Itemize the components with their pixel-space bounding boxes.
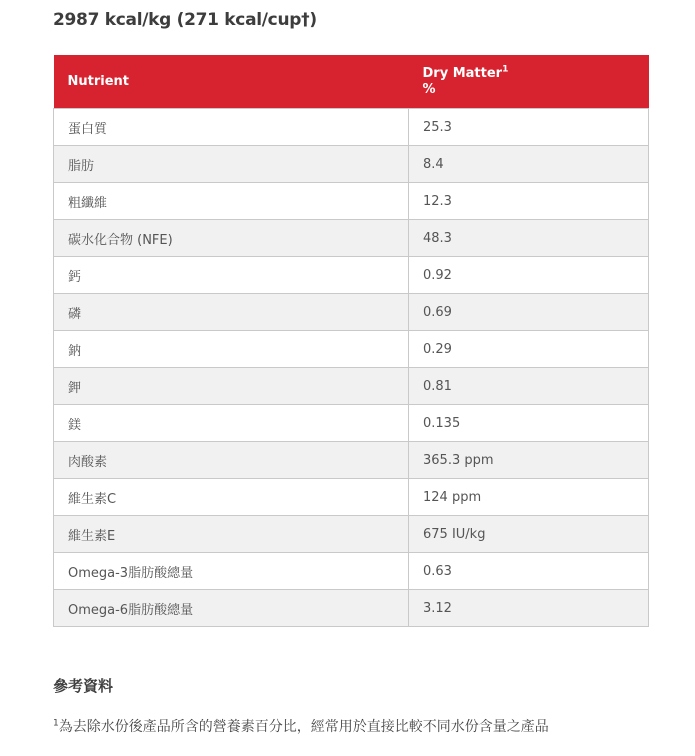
nutrient-value: 48.3 bbox=[409, 220, 649, 257]
nutrient-value: 0.63 bbox=[409, 553, 649, 590]
nutrient-value: 0.29 bbox=[409, 331, 649, 368]
table-row bbox=[54, 109, 649, 146]
table-row bbox=[54, 479, 649, 516]
nutrient-name: 磷 bbox=[54, 294, 409, 331]
nutrient-name: 蛋白質 bbox=[54, 109, 409, 146]
header-dry-matter bbox=[409, 55, 649, 109]
header-dry-matter-label: Dry Matter bbox=[422, 65, 503, 81]
nutrient-value: 0.81 bbox=[409, 368, 649, 405]
header-nutrient: Nutrient bbox=[54, 55, 409, 109]
nutrient-value: 0.92 bbox=[409, 257, 649, 294]
nutrient-name: 碳水化合物 (NFE) bbox=[54, 220, 409, 257]
nutrient-value: 0.135 bbox=[409, 405, 649, 442]
nutrient-value: 124 ppm bbox=[409, 479, 649, 516]
table-row bbox=[54, 257, 649, 294]
header-dry-matter-unit: % bbox=[422, 81, 436, 97]
nutrient-value: 675 IU/kg bbox=[409, 516, 649, 553]
nutrient-value: 12.3 bbox=[409, 183, 649, 220]
nutrient-value: 8.4 bbox=[409, 146, 649, 183]
footnote bbox=[53, 716, 549, 736]
table-row bbox=[54, 183, 649, 220]
nutrient-name: 鈉 bbox=[54, 331, 409, 368]
nutrient-name: 鉀 bbox=[54, 368, 409, 405]
table-row bbox=[54, 220, 649, 257]
nutrient-name: 肉酸素 bbox=[54, 442, 409, 479]
nutrient-value: 365.3 ppm bbox=[409, 442, 649, 479]
nutrient-name: 鈣 bbox=[54, 257, 409, 294]
references-heading: 參考資料 bbox=[53, 677, 114, 695]
nutrient-value: 25.3 bbox=[409, 109, 649, 146]
table-row bbox=[54, 516, 649, 553]
nutrient-name: 維生素E bbox=[54, 516, 409, 553]
nutrient-name: Omega-6脂肪酸總量 bbox=[54, 590, 409, 627]
table-row bbox=[54, 405, 649, 442]
nutrient-name: 維生素C bbox=[54, 479, 409, 516]
nutrient-table bbox=[53, 55, 649, 627]
footnote-text: 為去除水份後產品所含的營養素百分比，經常用於直接比較不同水份含量之產品 bbox=[58, 719, 549, 735]
table-row bbox=[54, 553, 649, 590]
nutrient-name: Omega-3脂肪酸總量 bbox=[54, 553, 409, 590]
table-row bbox=[54, 368, 649, 405]
nutrient-name: 粗纖維 bbox=[54, 183, 409, 220]
table-row bbox=[54, 294, 649, 331]
footnote-marker: 1 bbox=[53, 718, 59, 729]
table-header-row bbox=[54, 55, 649, 109]
header-dry-matter-sup: 1 bbox=[502, 64, 509, 75]
calorie-info: 2987 kcal/kg (271 kcal/cup†) bbox=[53, 10, 317, 30]
nutrient-name: 脂肪 bbox=[54, 146, 409, 183]
table-row bbox=[54, 590, 649, 627]
nutrient-name: 鎂 bbox=[54, 405, 409, 442]
table-row bbox=[54, 146, 649, 183]
table-row bbox=[54, 331, 649, 368]
nutrient-value: 0.69 bbox=[409, 294, 649, 331]
table-row bbox=[54, 442, 649, 479]
nutrient-value: 3.12 bbox=[409, 590, 649, 627]
